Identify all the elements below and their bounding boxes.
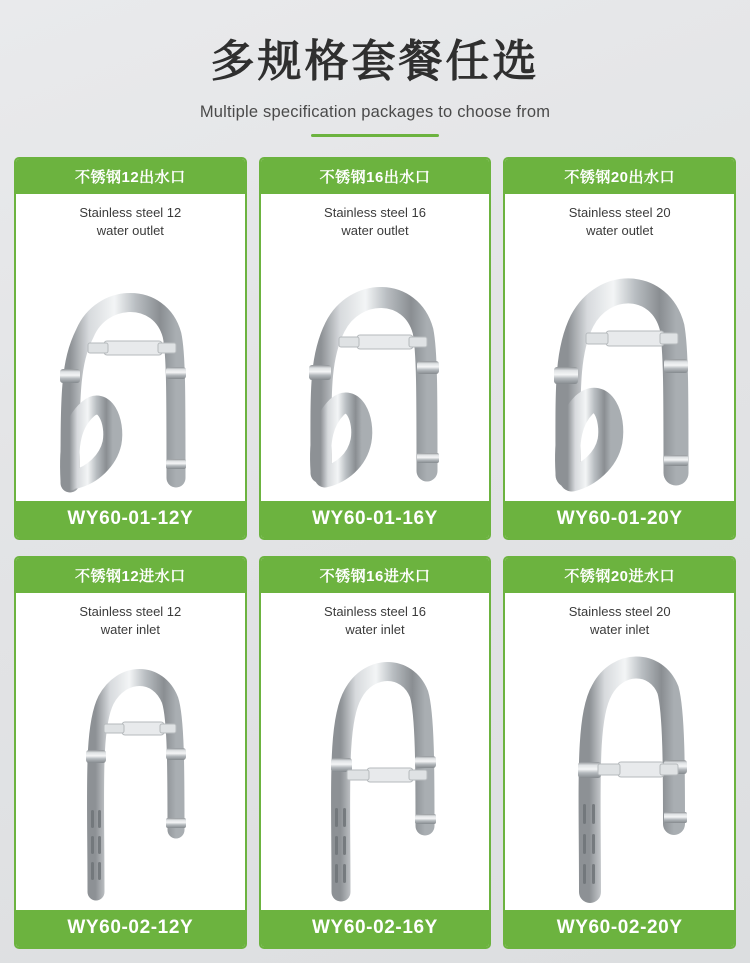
- page-title: 多规格套餐任选: [210, 37, 540, 86]
- card-subtitle-line1: Stainless steel 12: [79, 205, 182, 220]
- card-subtitle-line1: Stainless steel 20: [568, 604, 671, 620]
- card-subtitle-line2: water inlet: [590, 621, 650, 637]
- card-subtitle-line1: Stainless steel 16: [324, 205, 426, 220]
- card-title-cn: 不锈钢20出水口: [505, 159, 734, 194]
- stainless-outlet-pipe-icon: [30, 243, 230, 501]
- card-model: WY60-01-20Y: [505, 501, 734, 538]
- card-subtitle-line2: water outlet: [586, 222, 654, 238]
- card-model: WY60-02-20Y: [505, 910, 734, 947]
- product-image-inlet-16: [261, 642, 490, 910]
- card-model: WY60-01-16Y: [261, 501, 490, 538]
- product-image-outlet-12: [16, 243, 245, 501]
- product-card[interactable]: [259, 556, 492, 949]
- product-image-outlet-20: [505, 243, 734, 501]
- card-subtitle-line1: Stainless steel 12: [79, 604, 182, 620]
- card-title-cn: 不锈钢12进水口: [16, 558, 245, 593]
- product-card[interactable]: [259, 157, 492, 540]
- stainless-outlet-pipe-icon: [520, 243, 720, 501]
- card-subtitle: [261, 194, 490, 243]
- card-subtitle: [261, 593, 490, 642]
- title-divider: [311, 134, 439, 137]
- card-title-cn: 不锈钢16出水口: [261, 159, 490, 194]
- card-subtitle-line1: Stainless steel 20: [568, 205, 671, 220]
- card-subtitle-line2: water outlet: [341, 222, 409, 238]
- card-subtitle-line2: water inlet: [100, 621, 160, 637]
- product-card[interactable]: [503, 556, 736, 949]
- card-subtitle: [16, 194, 245, 243]
- stainless-inlet-pipe-icon: [30, 642, 230, 910]
- card-subtitle: [505, 593, 734, 642]
- product-grid: [0, 157, 750, 949]
- card-title-cn: 不锈钢12出水口: [16, 159, 245, 194]
- product-image-inlet-12: [16, 642, 245, 910]
- product-image-outlet-16: [261, 243, 490, 501]
- stainless-inlet-pipe-icon: [520, 642, 720, 910]
- stainless-outlet-pipe-icon: [275, 243, 475, 501]
- product-image-inlet-20: [505, 642, 734, 910]
- stainless-inlet-pipe-icon: [275, 642, 475, 910]
- product-card[interactable]: [503, 157, 736, 540]
- card-model: WY60-02-16Y: [261, 910, 490, 947]
- card-subtitle-line1: Stainless steel 16: [324, 604, 426, 620]
- page-subtitle: Multiple specification packages to choose from: [199, 103, 551, 121]
- page-header: [0, 0, 750, 137]
- card-subtitle: [505, 194, 734, 243]
- card-title-cn: 不锈钢20进水口: [505, 558, 734, 593]
- product-card[interactable]: [14, 157, 247, 540]
- card-subtitle: [16, 593, 245, 642]
- product-card[interactable]: [14, 556, 247, 949]
- card-subtitle-line2: water inlet: [345, 621, 405, 637]
- card-model: WY60-02-12Y: [16, 910, 245, 947]
- card-title-cn: 不锈钢16进水口: [261, 558, 490, 593]
- card-model: WY60-01-12Y: [16, 501, 245, 538]
- card-subtitle-line2: water outlet: [96, 222, 164, 238]
